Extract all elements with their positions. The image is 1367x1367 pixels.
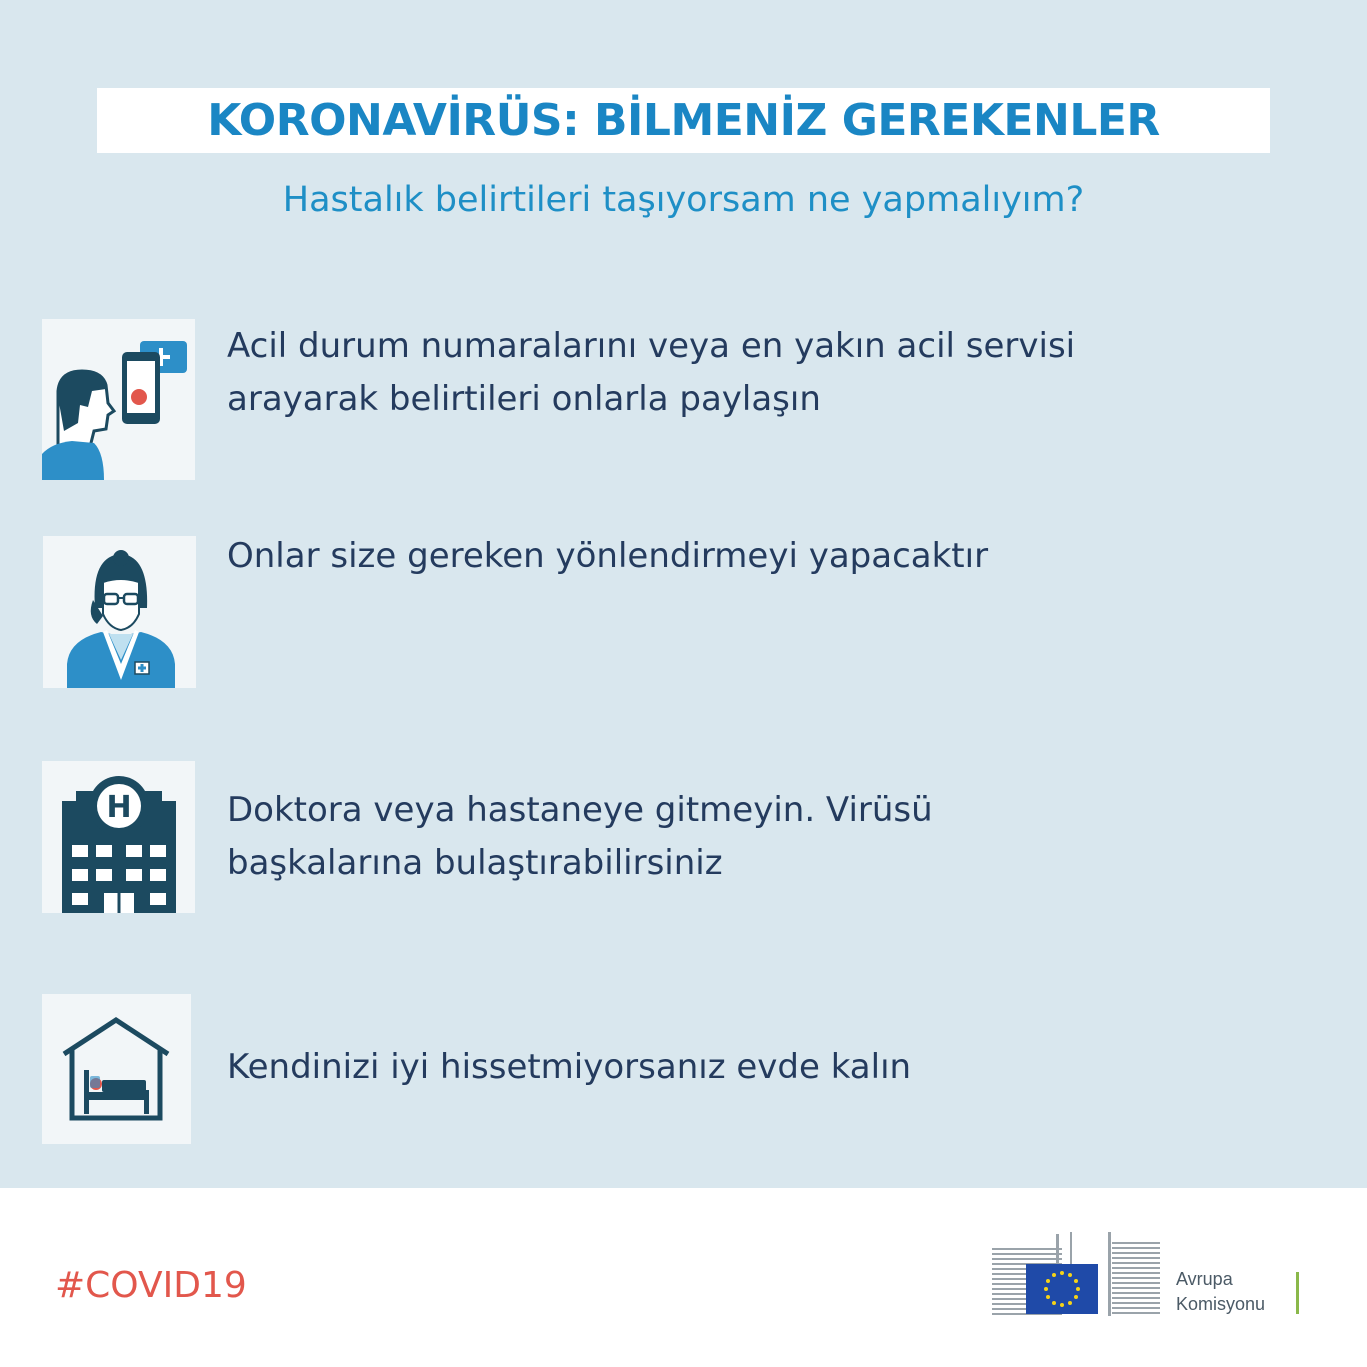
- page-title: KORONAVİRÜS: BİLMENİZ GEREKENLER: [207, 95, 1160, 146]
- item-3-text: [227, 784, 1227, 890]
- item-1-line-2: arayarak belirtileri onlarla paylaşın: [227, 379, 821, 419]
- item-1-text: [227, 320, 1227, 426]
- person-phone-icon: [42, 319, 195, 480]
- item-3-line-1: Doktora veya hastaneye gitmeyin. Virüsü: [227, 790, 933, 830]
- item-1-line-1: Acil durum numaralarını veya en yakın acil servisi: [227, 326, 1076, 366]
- item-4-line-1: Kendinizi iyi hissetmiyorsanız evde kalın: [227, 1047, 912, 1087]
- item-2-line-1: Onlar size gereken yönlendirmeyi yapacaktır: [227, 536, 989, 576]
- covid-hashtag: #COVID19: [55, 1265, 247, 1306]
- logo-text-line-2: Komisyonu: [1176, 1294, 1266, 1314]
- home-bed-icon: [42, 994, 191, 1144]
- hospital-icon: [42, 761, 195, 913]
- logo-text-line-1: Avrupa: [1176, 1269, 1233, 1289]
- page-subtitle: Hastalık belirtileri taşıyorsam ne yapmalıyım?: [282, 180, 1085, 220]
- doctor-icon: [43, 536, 196, 688]
- item-2-text: [227, 530, 1227, 583]
- item-4-text: [227, 1041, 1227, 1094]
- svg-text:H: H: [106, 790, 132, 825]
- item-3-line-2: başkalarına bulaştırabilirsiniz: [227, 843, 723, 883]
